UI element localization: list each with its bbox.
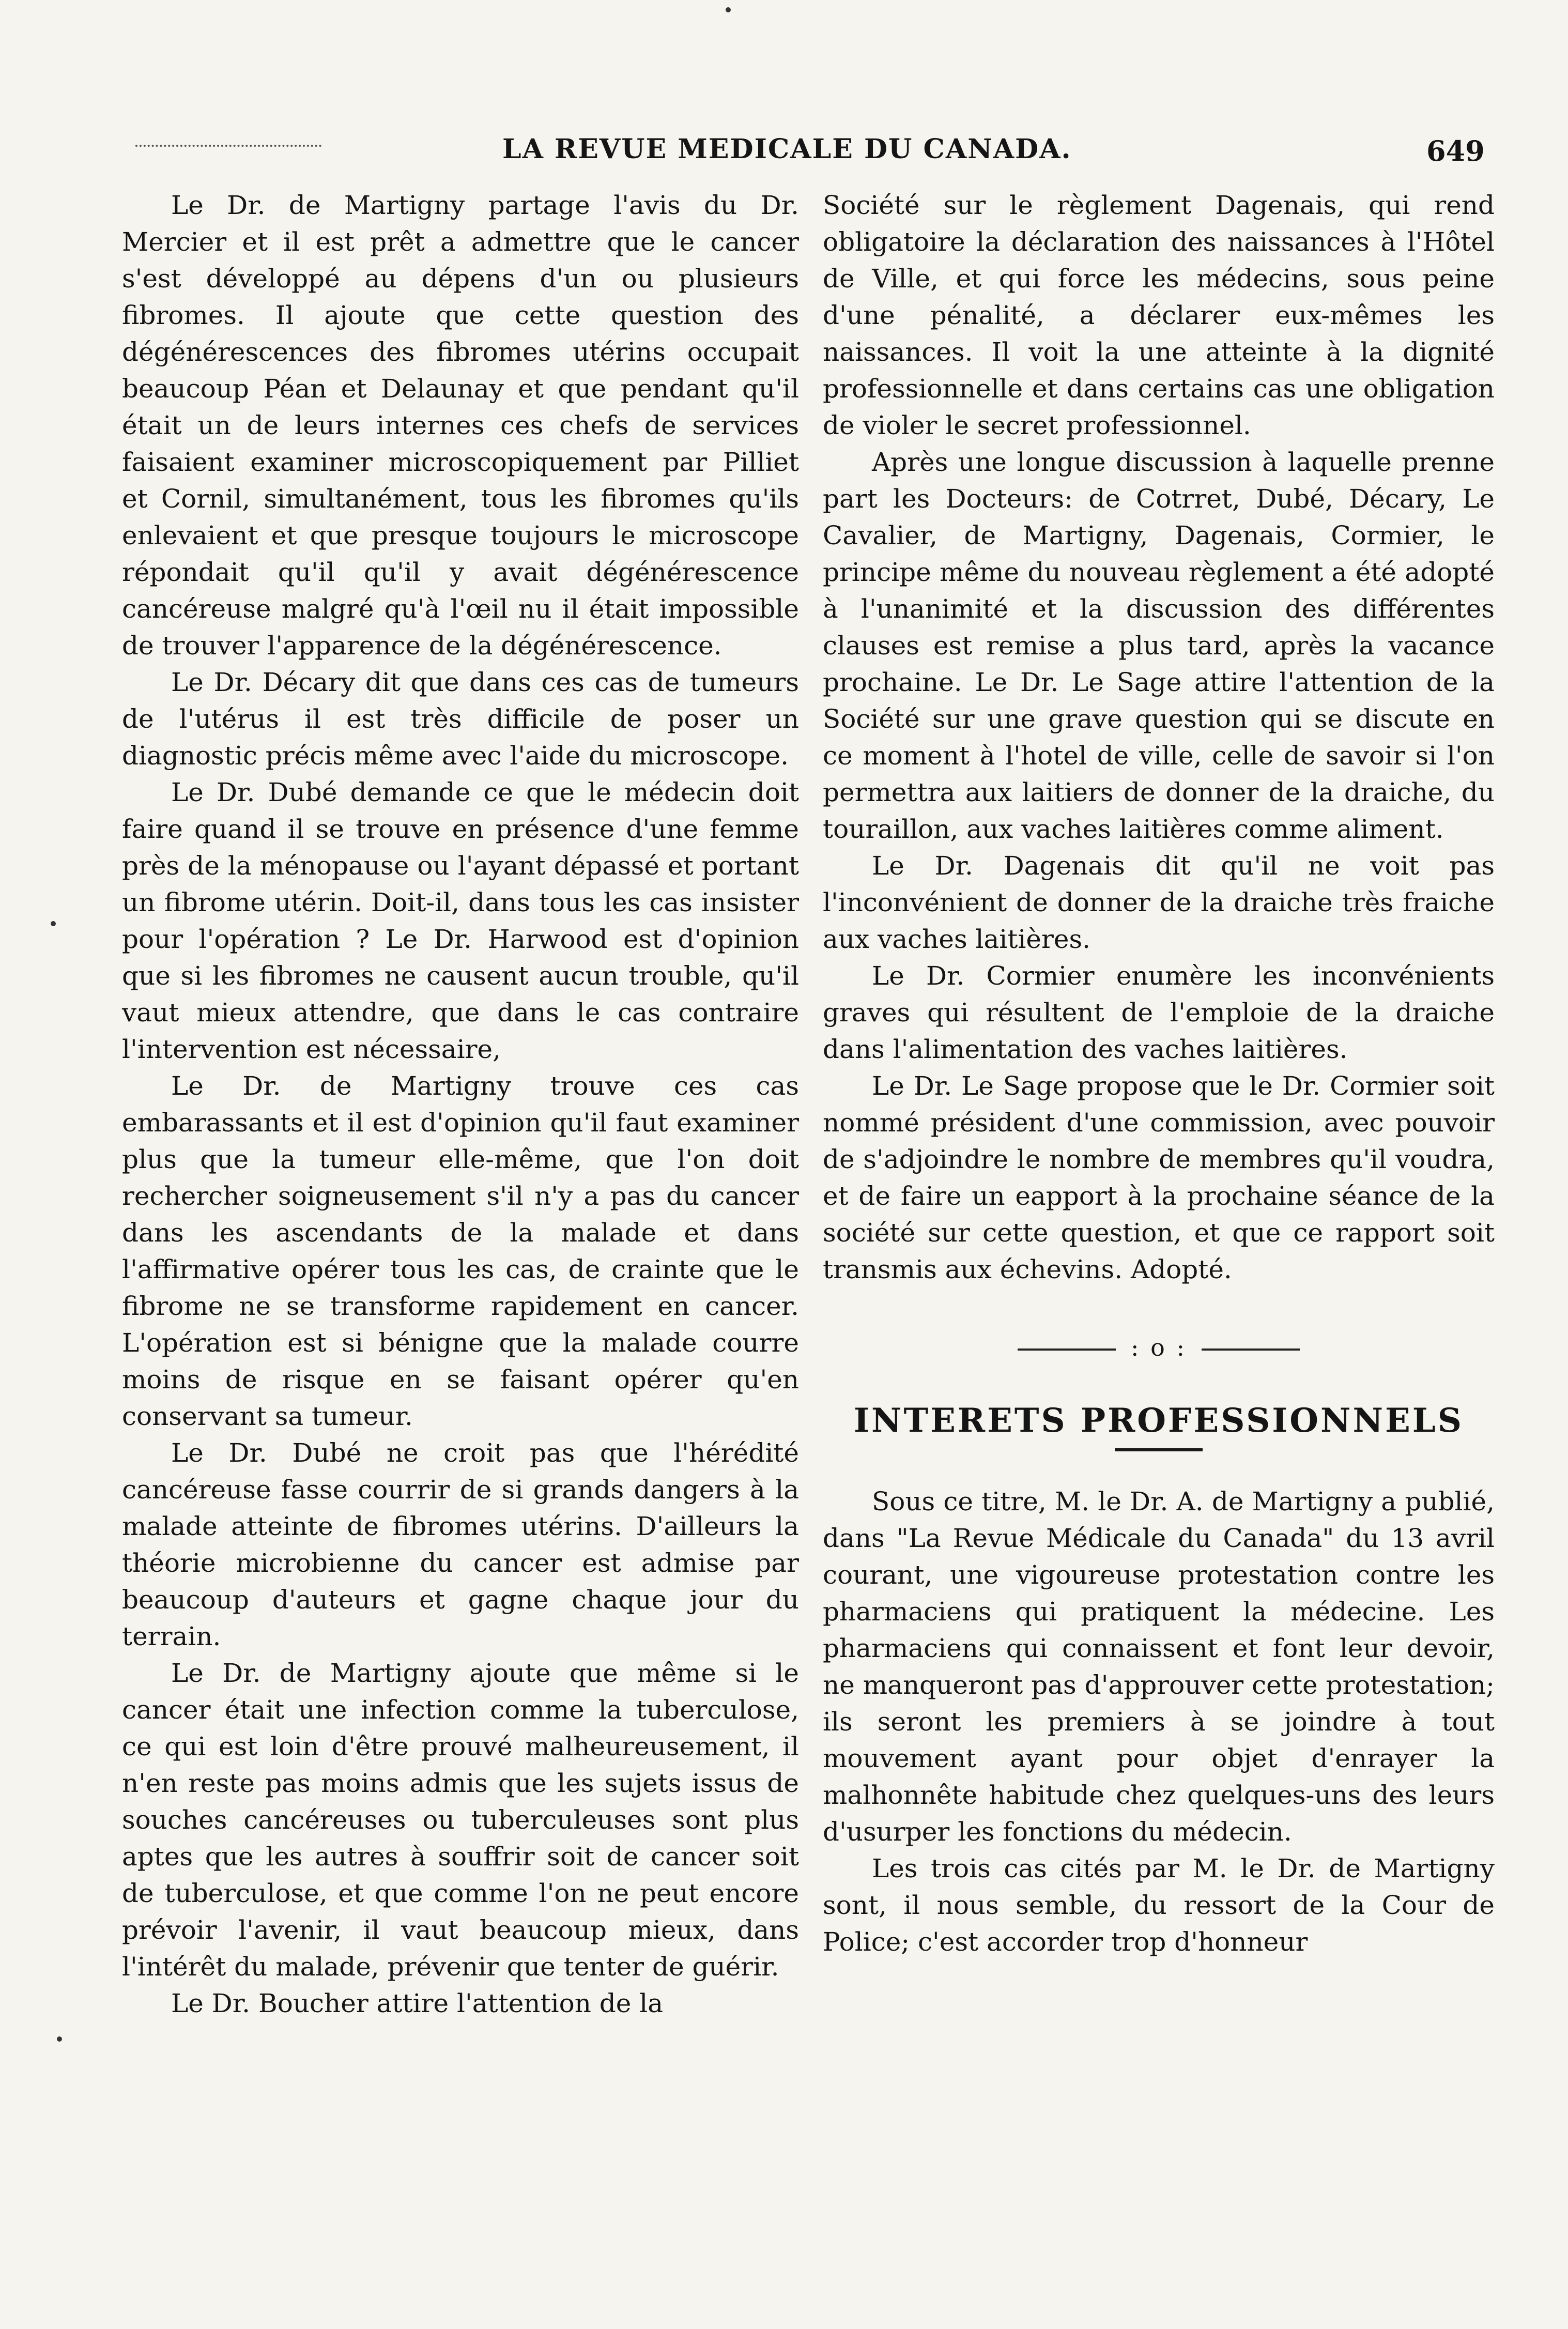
paragraph: Le Dr. Boucher attire l'attention de la bbox=[171, 1988, 664, 2018]
paragraph: Le Dr. de Martigny partage l'avis du Dr. Mercier et il est prêt a admettre que le cancer s'est développé au dépens d'un ou plusieurs fibromes. Il ajoute que cette question des dégénérescences des fibromes utérins occupait beaucoup Péan et Delaunay et que pendant qu'il était un de leurs internes ces chefs de services faisaient examiner microscopiquement par Pilliet et Cornil, simultanément, tous les fibromes qu'ils enlevaient et que presque toujours le microscope répondait qu'il qu'il y avait dégénérescence cancéreuse malgré qu'à l'œil nu il était impossible de trouver l'apparence de la dégénérescence. bbox=[122, 190, 799, 661]
section-title: INTERETS PROFESSIONNELS bbox=[854, 1401, 1464, 1440]
page-number: 649 bbox=[1426, 134, 1485, 167]
paragraph: Le Dr. Dagenais dit qu'il ne voit pas l'inconvénient de donner de la draiche très fraiche aux vaches laitières. bbox=[823, 851, 1495, 954]
paragraph: Le Dr. Dubé demande ce que le médecin doit faire quand il se trouve en présence d'une femme près de la ménopause ou l'ayant dépassé et portant un fibrome utérin. Doit-il, dans tous les cas insister pour l'opération ? Le Dr. Harwood est d'opinion que si les fibromes ne causent aucun trouble, qu'il vaut mieux attendre, que dans le cas contraire l'intervention est nécessaire, bbox=[122, 777, 799, 1064]
page-header bbox=[0, 133, 1568, 180]
left-column bbox=[122, 187, 799, 2022]
paragraph: Le Dr. de Martigny trouve ces cas embarassants et il est d'opinion qu'il faut examiner plus que la tumeur elle-même, que l'on doit rechercher soigneusement s'il n'y a pas du cancer dans les ascendants de la malade et dans l'affirmative opérer tous les cas, de crainte que le fibrome ne se transforme rapidement en cancer. L'opération est si bénigne que la malade courre moins de risque en se faisant opérer qu'en conservant sa tumeur. bbox=[122, 1071, 799, 1431]
separator-rule-right bbox=[1202, 1349, 1300, 1351]
right-column bbox=[823, 187, 1495, 1960]
paragraph: Sous ce titre, M. le Dr. A. de Martigny a publié, dans "La Revue Médicale du Canada" du 13 avril courant, une vigoureuse protestation contre les pharmaciens qui pratiquent la médecine. Les pharmaciens qui connaissent et font leur devoir, ne manqueront pas d'approuver cette protestation; ils seront les premiers à se joindre à tout mouvement ayant pour objet d'enrayer la malhonnête habitude chez quelques-uns des leurs d'usurper les fonctions du médecin. bbox=[823, 1487, 1495, 1847]
paragraph-continued: Société sur le règlement Dagenais, qui rend obligatoire la déclaration des naissances à l'Hôtel de Ville, et qui force les médecins, sous peine d'une pénalité, a déclarer eux-mêmes les naissances. Il voit la une atteinte à la dignité professionnelle et dans certains cas une obligation de violer le secret professionnel. bbox=[823, 190, 1495, 440]
paragraph: Le Dr. Dubé ne croit pas que l'hérédité cancéreuse fasse courrir de si grands dangers à la malade atteinte de fibromes utérins. D'ailleurs la théorie microbienne du cancer est admise par beaucoup d'auteurs et gagne chaque jour du terrain. bbox=[122, 1438, 799, 1651]
title-underline bbox=[1115, 1448, 1203, 1451]
ink-speck bbox=[726, 7, 731, 12]
header-ink-marks bbox=[135, 145, 321, 151]
paragraph: Le Dr. Cormier enumère les inconvénients graves qui résultent de l'emploie de la draiche dans l'alimentation des vaches laitières. bbox=[823, 961, 1495, 1064]
paragraph: Le Dr. Le Sage propose que le Dr. Cormier soit nommé président d'une commission, avec pouvoir de s'adjoindre le nombre de membres qu'il voudra, et de faire un eapport à la prochaine séance de la société sur cette question, et que ce rapport soit transmis aux échevins. Adopté. bbox=[823, 1071, 1495, 1284]
journal-title: LA REVUE MEDICALE DU CANADA. bbox=[502, 133, 1072, 165]
separator-rule-left bbox=[1018, 1349, 1116, 1351]
ink-speck bbox=[57, 2036, 62, 2042]
paragraph: Les trois cas cités par M. le Dr. de Martigny sont, il nous semble, du ressort de la Cour de Police; c'est accorder trop d'honneur bbox=[823, 1853, 1495, 1957]
paragraph: Le Dr. Décary dit que dans ces cas de tumeurs de l'utérus il est très difficile de poser un diagnostic précis même avec l'aide du microscope. bbox=[122, 667, 799, 771]
paragraph: Après une longue discussion à laquelle prenne part les Docteurs: de Cotrret, Dubé, Décary, Le Cavalier, de Martigny, Dagenais, Cormier, le principe même du nouveau règlement a été adopté à l'unanimité et la discussion des différentes clauses est remise a plus tard, après la vacance prochaine. Le Dr. Le Sage attire l'attention de la Société sur une grave question qui se discute en ce moment à l'hotel de ville, celle de savoir si l'on permettra aux laitiers de donner de la draiche, du touraillon, aux vaches laitières comme aliment. bbox=[823, 447, 1495, 844]
ink-speck bbox=[51, 921, 56, 926]
section-separator bbox=[823, 1329, 1495, 1366]
paragraph: Le Dr. de Martigny ajoute que même si le cancer était une infection comme la tuberculose, ce qui est loin d'être prouvé malheureusement, il n'en reste pas moins admis que les sujets issus de souches cancéreuses ou tuberculeuses sont plus aptes que les autres à souffrir soit de cancer soit de tuberculose, et que comme l'on ne peut encore prévoir l'avenir, il vaut beaucoup mieux, dans l'intérêt du malade, prévenir que tenter de guérir. bbox=[122, 1658, 799, 1982]
separator-text: : o : bbox=[1131, 1334, 1187, 1361]
